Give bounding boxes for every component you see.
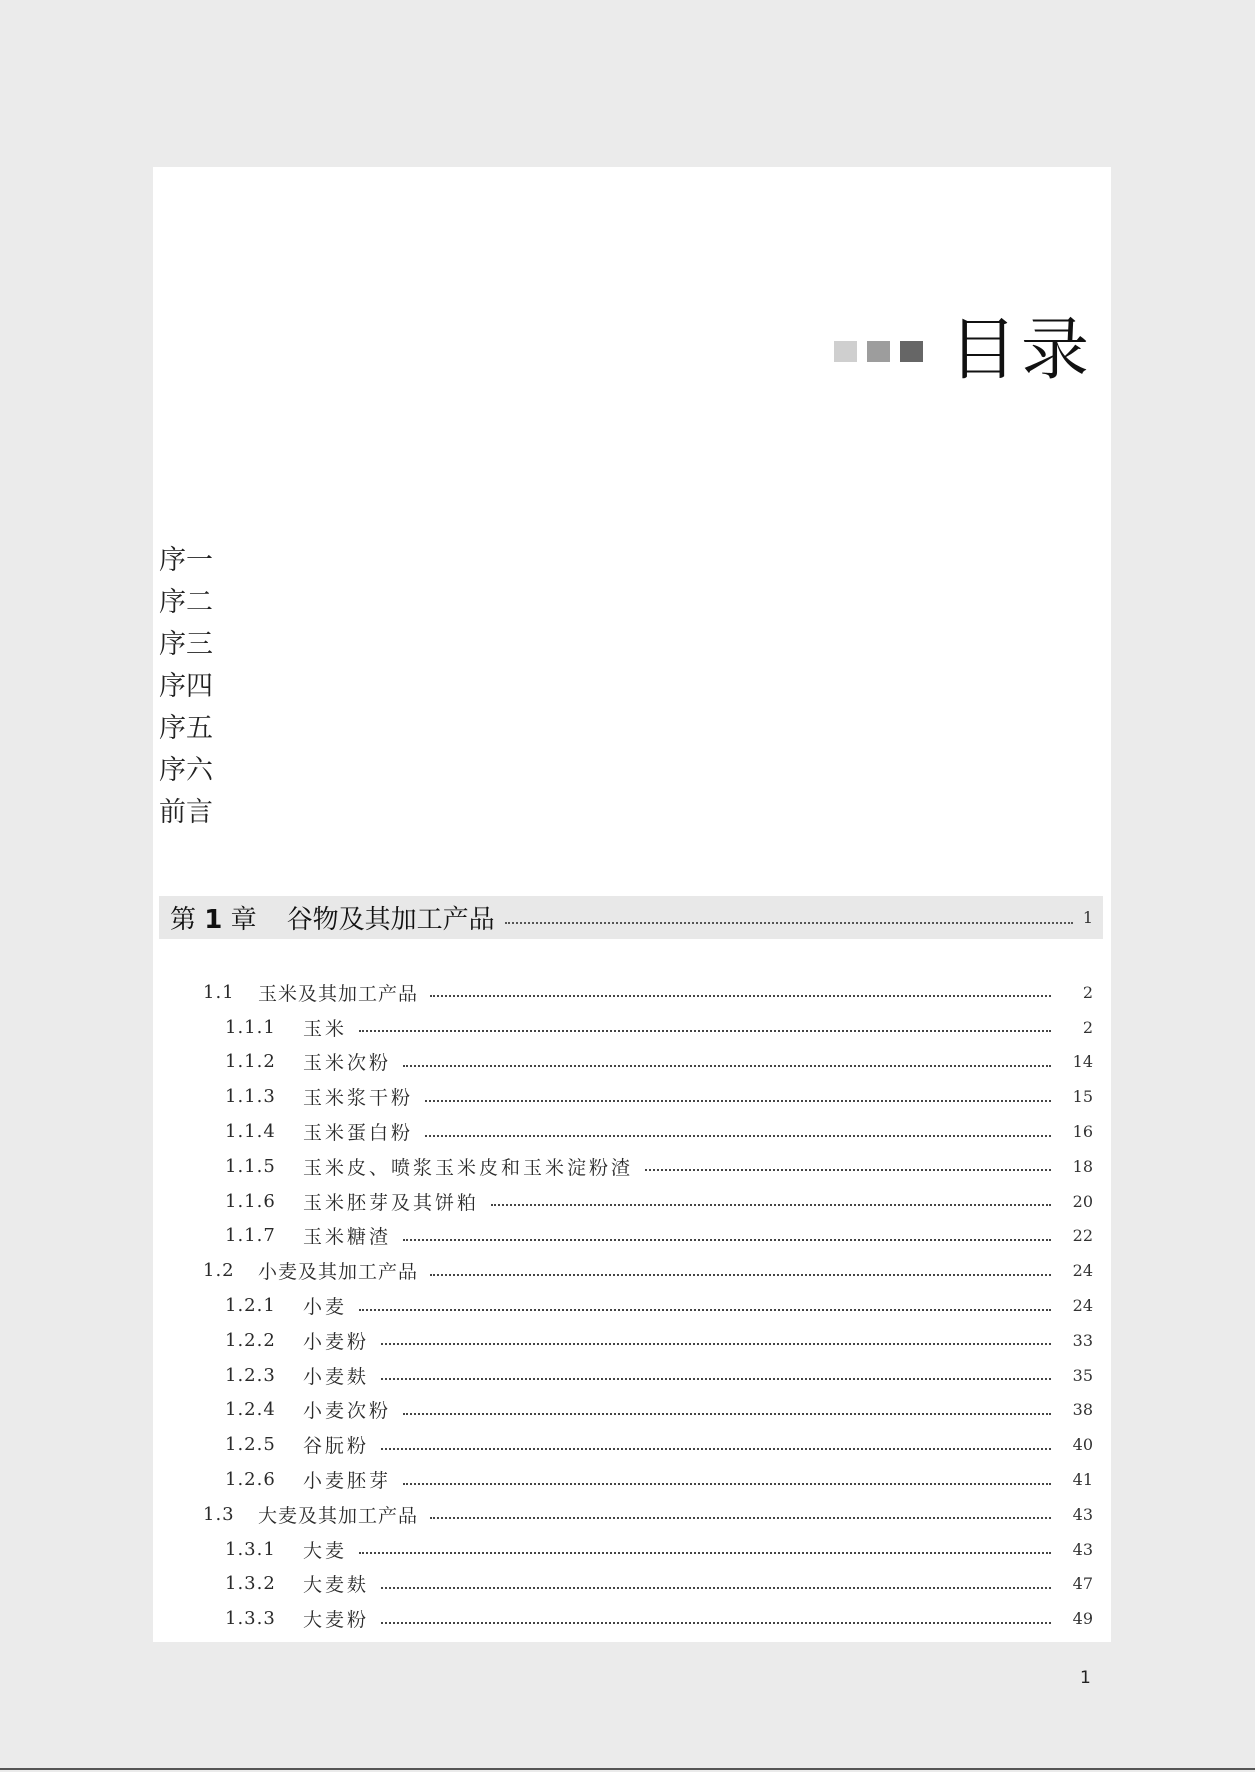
entry-page: 40 — [1072, 1435, 1093, 1455]
entry-number: 1.3.1 — [225, 1538, 276, 1560]
entry-label: 玉米糖渣 — [303, 1226, 392, 1249]
toc-subsection-entry[interactable] — [153, 1045, 1111, 1080]
entry-page: 15 — [1072, 1087, 1093, 1107]
entry-number: 1.1.5 — [225, 1155, 276, 1177]
dot-leader — [403, 1239, 1051, 1241]
entry-page: 41 — [1072, 1470, 1093, 1490]
entry-page: 35 — [1072, 1365, 1093, 1385]
entry-label: 大麦及其加工产品 — [258, 1504, 419, 1527]
entry-number: 1.1 — [203, 981, 235, 1003]
preface-item[interactable]: 序二 — [159, 587, 213, 618]
dot-leader — [505, 921, 1073, 924]
entry-number: 1.3.2 — [225, 1573, 276, 1595]
toc-subsection-entry[interactable] — [153, 1010, 1111, 1045]
entry-label: 小麦粉 — [303, 1330, 370, 1353]
entry-page: 22 — [1072, 1226, 1093, 1246]
entry-number: 1.2.1 — [225, 1295, 276, 1317]
entry-page: 14 — [1072, 1052, 1093, 1072]
dot-leader — [425, 1100, 1051, 1102]
toc-subsection-entry[interactable] — [153, 1079, 1111, 1114]
entry-label: 玉米浆干粉 — [303, 1087, 414, 1110]
preface-item[interactable]: 序一 — [159, 545, 213, 576]
content-sheet — [153, 167, 1111, 1642]
entry-page: 43 — [1072, 1504, 1093, 1524]
entry-label: 小麦次粉 — [303, 1400, 392, 1423]
preface-item[interactable]: 序四 — [159, 671, 213, 702]
toc-section-entry[interactable] — [153, 1497, 1111, 1532]
entry-label: 小麦及其加工产品 — [258, 1261, 419, 1284]
preface-item[interactable]: 序六 — [159, 755, 213, 786]
toc-subsection-entry[interactable] — [153, 1184, 1111, 1219]
page-number: 1 — [1080, 1668, 1091, 1688]
entry-number: 1.1.4 — [225, 1121, 276, 1143]
dot-leader — [381, 1448, 1051, 1450]
toc-subsection-entry[interactable] — [153, 1393, 1111, 1428]
light-square-icon — [834, 341, 857, 362]
entry-number: 1.2 — [203, 1260, 235, 1282]
toc-subsection-entry[interactable] — [153, 1601, 1111, 1636]
entry-label: 小麦 — [303, 1296, 348, 1319]
chapter-suffix: 章 — [230, 905, 257, 935]
entry-number: 1.2.2 — [225, 1329, 276, 1351]
chapter-title: 谷物及其加工产品 — [286, 905, 495, 935]
preface-item[interactable]: 序五 — [159, 713, 213, 744]
page-title: 目录 — [948, 311, 1093, 390]
chapter-heading[interactable] — [159, 896, 1103, 939]
entry-number: 1.3.3 — [225, 1608, 276, 1630]
chapter-page: 1 — [1082, 908, 1093, 927]
entry-number: 1.3 — [203, 1503, 235, 1525]
toc-subsection-entry[interactable] — [153, 1219, 1111, 1254]
dot-leader — [403, 1065, 1051, 1067]
toc-section-entry[interactable] — [153, 975, 1111, 1010]
medium-square-icon — [867, 341, 890, 362]
entry-label: 小麦麸 — [303, 1365, 370, 1388]
toc-subsection-entry[interactable] — [153, 1427, 1111, 1462]
entry-page: 2 — [1082, 1017, 1093, 1037]
dot-leader — [381, 1622, 1051, 1624]
entry-page: 24 — [1072, 1296, 1093, 1316]
entry-number: 1.2.6 — [225, 1469, 276, 1491]
preface-item[interactable]: 前言 — [159, 797, 213, 828]
entry-label: 玉米胚芽及其饼粕 — [303, 1191, 480, 1214]
entry-number: 1.1.3 — [225, 1086, 276, 1108]
dot-leader — [381, 1343, 1051, 1345]
preface-item[interactable]: 序三 — [159, 629, 213, 660]
entry-page: 49 — [1072, 1609, 1093, 1629]
toc-entries — [153, 975, 1111, 1636]
toc-subsection-entry[interactable] — [153, 1567, 1111, 1602]
dot-leader — [425, 1135, 1051, 1137]
entry-number: 1.2.4 — [225, 1399, 276, 1421]
entry-page: 20 — [1072, 1191, 1093, 1211]
entry-label: 玉米及其加工产品 — [258, 982, 419, 1005]
dot-leader — [645, 1169, 1051, 1171]
dot-leader — [359, 1030, 1051, 1032]
entry-label: 大麦 — [303, 1539, 348, 1562]
chapter-prefix: 第 — [170, 905, 197, 935]
toc-subsection-entry[interactable] — [153, 1358, 1111, 1393]
dot-leader — [491, 1204, 1051, 1206]
dot-leader — [381, 1378, 1051, 1380]
entry-page: 24 — [1072, 1261, 1093, 1281]
entry-label: 玉米皮、喷浆玉米皮和玉米淀粉渣 — [303, 1156, 634, 1179]
entry-page: 47 — [1072, 1574, 1093, 1594]
toc-subsection-entry[interactable] — [153, 1462, 1111, 1497]
dot-leader — [359, 1309, 1051, 1311]
title-block — [834, 311, 1093, 390]
bottom-divider — [0, 1768, 1255, 1770]
dot-leader — [403, 1483, 1051, 1485]
entry-label: 玉米 — [303, 1017, 348, 1040]
chapter-num: 1 — [204, 905, 223, 935]
dot-leader — [430, 1517, 1051, 1519]
entry-number: 1.1.6 — [225, 1190, 276, 1212]
dot-leader — [359, 1552, 1051, 1554]
toc-subsection-entry[interactable] — [153, 1288, 1111, 1323]
dark-square-icon — [900, 341, 923, 362]
entry-page: 16 — [1072, 1122, 1093, 1142]
entry-number: 1.2.3 — [225, 1364, 276, 1386]
entry-label: 玉米次粉 — [303, 1052, 392, 1075]
dot-leader — [430, 1274, 1051, 1276]
entry-label: 大麦麸 — [303, 1574, 370, 1597]
entry-number: 1.1.7 — [225, 1225, 276, 1247]
entry-label: 谷朊粉 — [303, 1435, 370, 1458]
dot-leader — [403, 1413, 1051, 1415]
toc-subsection-entry[interactable] — [153, 1149, 1111, 1184]
toc-section-entry[interactable] — [153, 1253, 1111, 1288]
chapter-number — [170, 899, 257, 936]
dot-leader — [381, 1587, 1051, 1589]
toc-subsection-entry[interactable] — [153, 1114, 1111, 1149]
entry-page: 18 — [1072, 1156, 1093, 1176]
entry-label: 大麦粉 — [303, 1609, 370, 1632]
entry-number: 1.1.1 — [225, 1016, 276, 1038]
entry-page: 2 — [1082, 982, 1093, 1002]
entry-page: 38 — [1072, 1400, 1093, 1420]
dot-leader — [430, 995, 1051, 997]
toc-subsection-entry[interactable] — [153, 1323, 1111, 1358]
entry-number: 1.1.2 — [225, 1051, 276, 1073]
entry-page: 43 — [1072, 1539, 1093, 1559]
toc-subsection-entry[interactable] — [153, 1532, 1111, 1567]
entry-number: 1.2.5 — [225, 1434, 276, 1456]
entry-page: 33 — [1072, 1330, 1093, 1350]
entry-label: 小麦胚芽 — [303, 1470, 392, 1493]
entry-label: 玉米蛋白粉 — [303, 1122, 414, 1145]
preface-list — [159, 540, 213, 834]
